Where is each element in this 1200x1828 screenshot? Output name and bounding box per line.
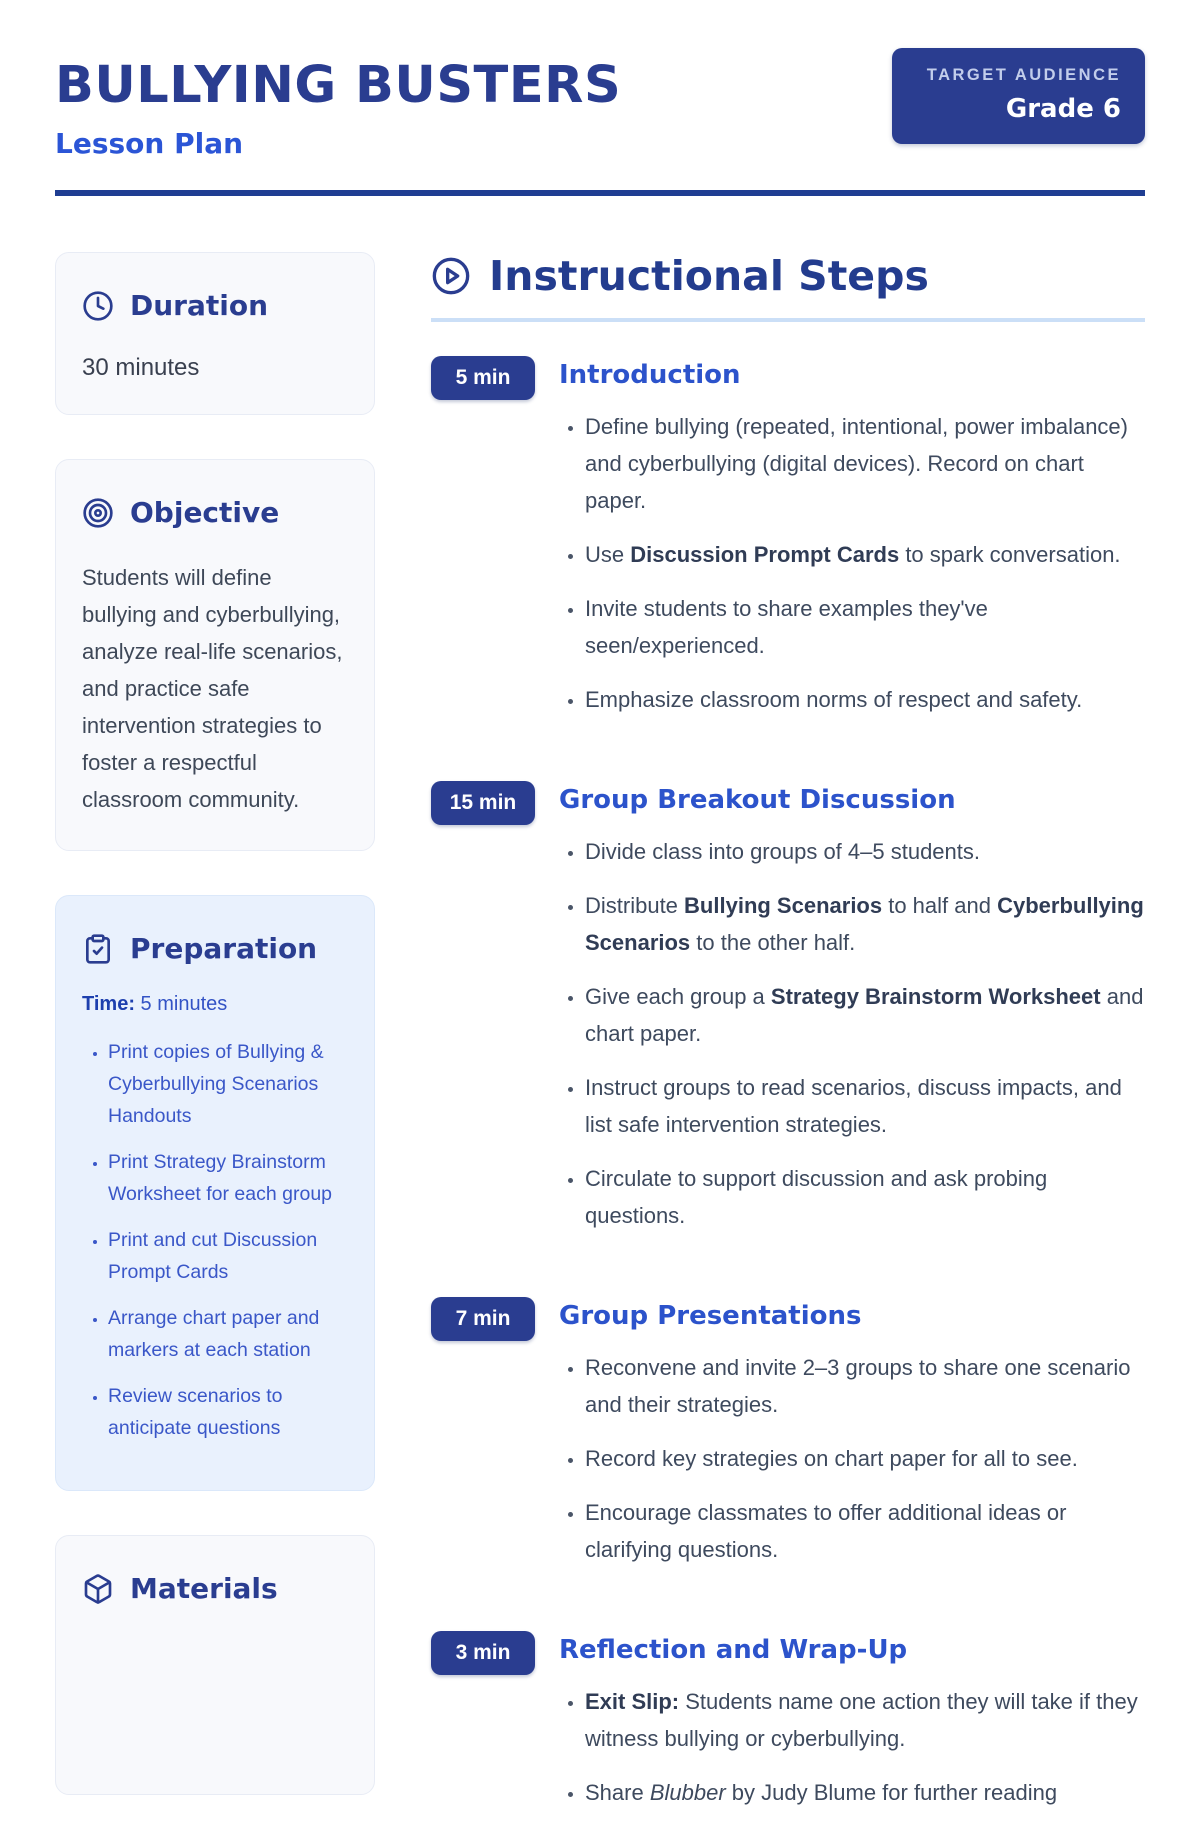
bullet-item [585, 1349, 1145, 1423]
text: to spark conversation. [899, 542, 1121, 567]
text: to half and [882, 893, 998, 918]
preparation-time [82, 993, 348, 1016]
step-bullet-list [559, 1349, 1145, 1568]
bullet-item [585, 1440, 1145, 1477]
page-subtitle: Lesson Plan [55, 127, 244, 160]
objective-heading: Objective [130, 496, 280, 529]
step [431, 356, 1145, 735]
bullet-item [585, 1160, 1145, 1234]
step-content [559, 781, 1145, 1251]
bullet-item [585, 408, 1145, 519]
bold-text: Exit Slip: [585, 1689, 680, 1714]
text: and chart paper. [585, 984, 1144, 1046]
step-duration-badge: 15 min [431, 781, 535, 825]
preparation-time-label: Time: [82, 993, 135, 1015]
preparation-heading: Preparation [130, 932, 318, 965]
duration-card-header [82, 289, 348, 322]
clipboard-check-icon [82, 933, 114, 965]
bullet-item [585, 1069, 1145, 1143]
text: Circulate to support discussion and ask probing questions. [585, 1166, 1048, 1228]
text: Instruct groups to read scenarios, discuss impacts, and list safe intervention strategies. [585, 1075, 1122, 1137]
italic-text: Blubber [649, 1780, 726, 1805]
preparation-time-text: 5 minutes [140, 993, 228, 1015]
text: Encourage classmates to offer additional ideas or clarifying questions. [585, 1500, 1067, 1562]
target-audience-label: TARGET AUDIENCE [926, 66, 1121, 84]
step-content [559, 1297, 1145, 1585]
materials-card [55, 1535, 375, 1795]
preparation-item: • Print copies of Bullying & Cyberbullying Scenarios Handouts [108, 1036, 348, 1132]
page-title: BULLYING BUSTERS [55, 56, 622, 115]
text: Invite students to share examples they've seen/experienced. [585, 596, 988, 658]
clock-icon [82, 290, 114, 322]
text: Reconvene and invite 2–3 groups to share one scenario and their strategies. [585, 1355, 1131, 1417]
objective-text: Students will define bullying and cyberbullying, analyze real-life scenarios, and practice safe intervention strategies to foster a respectful classroom community. [82, 565, 343, 812]
instructional-steps-header [431, 252, 1145, 300]
text: Record key strategies on chart paper for all to see. [585, 1446, 1078, 1471]
bullet-item [585, 833, 1145, 870]
step-duration-badge: 5 min [431, 356, 535, 400]
preparation-list [82, 1036, 348, 1444]
steps-container [431, 356, 1145, 1828]
bold-text: Cyberbullying Scenarios [585, 893, 1144, 955]
preparation-item: • Print and cut Discussion Prompt Cards [108, 1224, 348, 1288]
preparation-item: • Arrange chart paper and markers at each station [108, 1302, 348, 1366]
text: Define bullying (repeated, intentional, power imbalance) and cyberbullying (digital devices). Record on chart paper. [585, 414, 1128, 513]
step [431, 1297, 1145, 1585]
sidebar [55, 252, 375, 1828]
step-title: Introduction [559, 360, 741, 390]
text: Share [585, 1780, 650, 1805]
text: by Judy Blume for further reading [725, 1780, 1058, 1805]
header-divider [55, 190, 1145, 196]
bullet-item [585, 887, 1145, 961]
text: Students name one action they will take if they witness bullying or cyberbullying. [585, 1689, 1138, 1751]
text: Divide class into groups of 4–5 students. [585, 839, 981, 864]
step [431, 1631, 1145, 1828]
target-audience-badge [892, 48, 1145, 144]
page-header [55, 44, 1145, 160]
duration-card [55, 252, 375, 415]
bullet-item [585, 590, 1145, 664]
instructional-steps-heading: Instructional Steps [489, 252, 929, 300]
bold-text: Bullying Scenarios [684, 893, 883, 918]
bullet-item [585, 681, 1145, 718]
bullet-item [585, 978, 1145, 1052]
preparation-card-header [82, 932, 348, 965]
bullet-item [585, 1774, 1145, 1811]
step-content [559, 1631, 1145, 1828]
step-duration-badge: 7 min [431, 1297, 535, 1341]
step-content [559, 356, 1145, 735]
bullet-item [585, 536, 1145, 573]
target-icon [82, 497, 114, 529]
objective-card [55, 459, 375, 851]
step-title: Group Presentations [559, 1301, 862, 1331]
preparation-card [55, 895, 375, 1491]
materials-card-header [82, 1572, 348, 1605]
section-divider [431, 318, 1145, 322]
step-title: Reflection and Wrap-Up [559, 1635, 908, 1665]
preparation-item: • Review scenarios to anticipate questions [108, 1380, 348, 1444]
play-circle-icon [431, 256, 471, 296]
duration-value: 30 minutes [82, 354, 200, 381]
text: Use [585, 542, 631, 567]
text: to the other half. [690, 930, 856, 955]
content-columns [55, 252, 1145, 1828]
text: Emphasize classroom norms of respect and safety. [585, 687, 1083, 712]
step-bullet-list [559, 833, 1145, 1234]
text: Give each group a [585, 984, 771, 1009]
bold-text: Strategy Brainstorm Worksheet [770, 984, 1101, 1009]
main-content [431, 252, 1145, 1828]
step-title: Group Breakout Discussion [559, 785, 956, 815]
bullet-item [585, 1494, 1145, 1568]
text: Distribute [585, 893, 685, 918]
bold-text: Discussion Prompt Cards [630, 542, 900, 567]
preparation-item: • Print Strategy Brainstorm Worksheet for each group [108, 1146, 348, 1210]
duration-heading: Duration [130, 289, 269, 322]
step-bullet-list [559, 408, 1145, 718]
materials-heading: Materials [130, 1572, 278, 1605]
step-bullet-list [559, 1683, 1145, 1811]
bullet-item [585, 1683, 1145, 1757]
step [431, 781, 1145, 1251]
step-duration-badge: 3 min [431, 1631, 535, 1675]
title-block [55, 44, 621, 160]
objective-card-header [82, 496, 348, 529]
target-audience-value: Grade 6 [1005, 94, 1121, 124]
